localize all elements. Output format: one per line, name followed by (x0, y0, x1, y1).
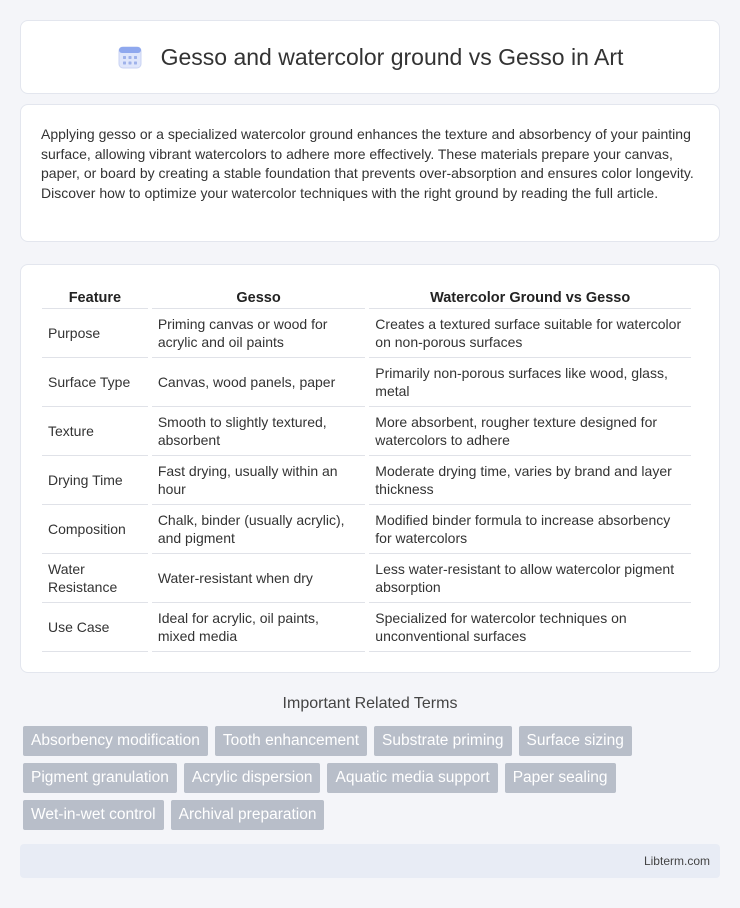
table-row (42, 505, 691, 554)
table-cell: Chalk, binder (usually acrylic), and pigment (152, 505, 365, 554)
intro-text: Applying gesso or a specialized watercolor ground enhances the texture and absorbency of your painting surface, allowing vibrant watercolors to adhere more effectively. These materials prepare your canvas, paper, or board by creating a stable foundation that prevents over-absorption and ensures color longevity. Discover how to optimize your watercolor techniques with the right ground by reading the full article. (41, 126, 694, 201)
tag-row (23, 763, 723, 793)
table-cell: Drying Time (42, 456, 148, 505)
table-cell: Creates a textured surface suitable for watercolor on non-porous surfaces (369, 309, 691, 358)
comparison-table-card (20, 264, 720, 673)
comparison-table (38, 287, 695, 652)
table-row (42, 603, 691, 652)
table-cell: Water Resistance (42, 554, 148, 603)
table-cell: Canvas, wood panels, paper (152, 358, 365, 407)
table-cell: Priming canvas or wood for acrylic and oil paints (152, 309, 365, 358)
table-cell: Specialized for watercolor techniques on unconventional surfaces (369, 603, 691, 652)
table-cell: Use Case (42, 603, 148, 652)
table-cell: Purpose (42, 309, 148, 358)
table-row (42, 407, 691, 456)
tag-aquatic-media-support[interactable]: Aquatic media support (327, 763, 497, 793)
table-row (42, 309, 691, 358)
tag-tooth-enhancement[interactable]: Tooth enhancement (215, 726, 367, 756)
column-header-feature: Feature (42, 287, 148, 309)
table-cell: Composition (42, 505, 148, 554)
table-row (42, 358, 691, 407)
page-title: Gesso and watercolor ground vs Gesso in Art (160, 43, 624, 70)
calendar-icon (117, 44, 143, 70)
column-header-watercolor-ground: Watercolor Ground vs Gesso (369, 287, 691, 309)
related-terms-list (23, 726, 723, 837)
tag-surface-sizing[interactable]: Surface sizing (519, 726, 632, 756)
tag-absorbency-modification[interactable]: Absorbency modification (23, 726, 208, 756)
table-cell: Smooth to slightly textured, absorbent (152, 407, 365, 456)
related-terms-heading: Important Related Terms (282, 695, 458, 712)
table-row (42, 456, 691, 505)
column-header-gesso: Gesso (152, 287, 365, 309)
tag-wet-in-wet-control[interactable]: Wet-in-wet control (23, 800, 164, 830)
table-cell: Surface Type (42, 358, 148, 407)
table-cell: More absorbent, rougher texture designed for watercolors to adhere (369, 407, 691, 456)
tag-row (23, 726, 723, 756)
intro-card (20, 104, 720, 242)
tag-archival-preparation[interactable]: Archival preparation (171, 800, 325, 830)
tag-acrylic-dispersion[interactable]: Acrylic dispersion (184, 763, 321, 793)
table-header-row (42, 287, 691, 309)
title-card (20, 20, 720, 94)
tag-paper-sealing[interactable]: Paper sealing (505, 763, 616, 793)
table-cell: Water-resistant when dry (152, 554, 365, 603)
table-cell: Modified binder formula to increase absorbency for watercolors (369, 505, 691, 554)
table-cell: Moderate drying time, varies by brand and layer thickness (369, 456, 691, 505)
footer (20, 844, 720, 878)
tag-substrate-priming[interactable]: Substrate priming (374, 726, 511, 756)
table-cell: Ideal for acrylic, oil paints, mixed media (152, 603, 365, 652)
table-cell: Texture (42, 407, 148, 456)
table-row (42, 554, 691, 603)
table-cell: Fast drying, usually within an hour (152, 456, 365, 505)
footer-site-link[interactable]: Libterm.com (643, 854, 710, 868)
tag-row (23, 800, 723, 830)
tag-pigment-granulation[interactable]: Pigment granulation (23, 763, 177, 793)
table-cell: Less water-resistant to allow watercolor pigment absorption (369, 554, 691, 603)
table-cell: Primarily non-porous surfaces like wood, glass, metal (369, 358, 691, 407)
